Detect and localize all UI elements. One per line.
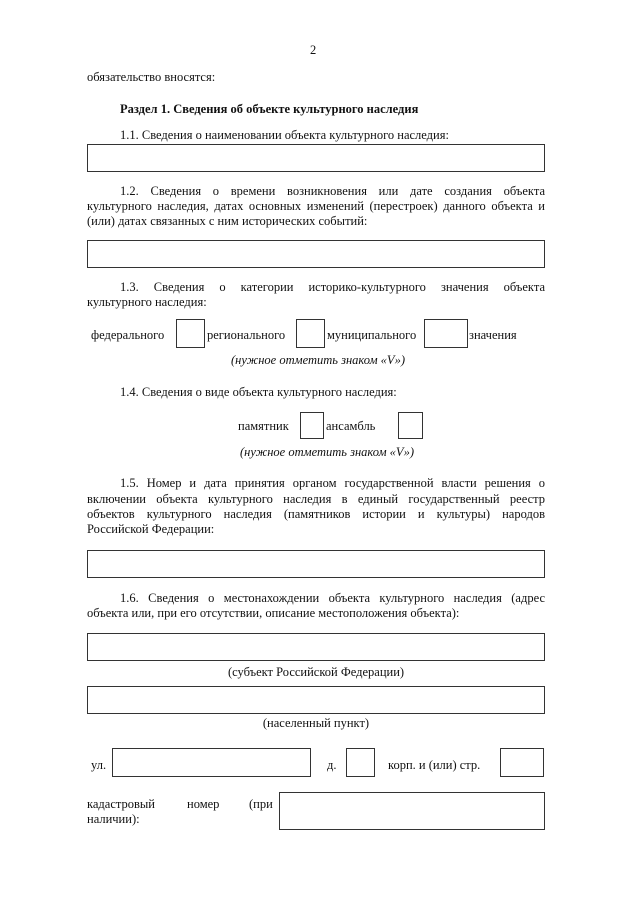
regional-label: регионального bbox=[207, 328, 286, 342]
street-label: ул. bbox=[91, 758, 107, 772]
section-heading: Раздел 1. Сведения об объекте культурного наследия bbox=[120, 102, 419, 116]
ensemble-label: ансамбль bbox=[326, 419, 376, 433]
s1-5-line1: 1.5. Номер и дата принятия органом государственной власти решения о bbox=[120, 476, 545, 490]
s1-5-line4: Российской Федерации: bbox=[87, 522, 215, 536]
locality-field[interactable] bbox=[87, 686, 545, 714]
building-field[interactable] bbox=[500, 748, 544, 777]
s1-3-line2: культурного наследия: bbox=[87, 295, 207, 309]
ensemble-checkbox[interactable] bbox=[398, 412, 423, 439]
monument-checkbox[interactable] bbox=[300, 412, 324, 439]
cadastral-word1: кадастровый bbox=[87, 797, 155, 811]
page-number: 2 bbox=[310, 43, 317, 57]
regional-checkbox[interactable] bbox=[296, 319, 325, 348]
s1-1-label: 1.1. Сведения о наименовании объекта культурного наследия: bbox=[120, 128, 449, 142]
significance-label: значения bbox=[469, 328, 517, 342]
s1-6-line2: объекта или, при его отсутствии, описание местоположения объекта): bbox=[87, 606, 460, 620]
s1-5-line3: объектов культурного наследия (памятников истории и культуры) народов bbox=[87, 507, 545, 521]
cadastral-word3: (при bbox=[249, 797, 273, 811]
s1-4-note: (нужное отметить знаком «V») bbox=[240, 445, 414, 459]
s1-6-line1: 1.6. Сведения о местонахождении объекта культурного наследия (адрес bbox=[120, 591, 545, 605]
s1-4-line1: 1.4. Сведения о виде объекта культурного наследия: bbox=[120, 385, 397, 399]
s1-3-line1: 1.3. Сведения о категории историко-культурного значения объекта bbox=[120, 280, 545, 294]
s1-2-line2: культурного наследия, датах основных изменений (перестроек) данного объекта и bbox=[87, 199, 545, 213]
subject-rf-field[interactable] bbox=[87, 633, 545, 661]
s1-2-line1: 1.2. Сведения о времени возникновения или дате создания объекта bbox=[120, 184, 545, 198]
building-label: корп. и (или) стр. bbox=[388, 758, 481, 772]
federal-label: федерального bbox=[91, 328, 165, 342]
s1-3-note: (нужное отметить знаком «V») bbox=[231, 353, 405, 367]
object-name-field[interactable] bbox=[87, 144, 545, 172]
municipal-label: муниципального bbox=[327, 328, 417, 342]
house-field[interactable] bbox=[346, 748, 375, 777]
s1-5-line2: включении объекта культурного наследия в единый государственный реестр bbox=[87, 492, 545, 506]
locality-caption: (населенный пункт) bbox=[262, 716, 370, 730]
municipal-checkbox[interactable] bbox=[424, 319, 468, 348]
cadastral-line2: наличии): bbox=[87, 812, 140, 826]
creation-date-field[interactable] bbox=[87, 240, 545, 268]
s1-2-line3: (или) датах связанных с ним исторических событий: bbox=[87, 214, 368, 228]
intro-line: обязательство вносятся: bbox=[87, 70, 216, 84]
federal-checkbox[interactable] bbox=[176, 319, 205, 348]
subject-rf-caption: (субъект Российской Федерации) bbox=[227, 665, 405, 679]
cadastral-number-field[interactable] bbox=[279, 792, 545, 830]
house-label: д. bbox=[327, 758, 337, 772]
monument-label: памятник bbox=[238, 419, 289, 433]
street-field[interactable] bbox=[112, 748, 311, 777]
cadastral-word2: номер bbox=[187, 797, 220, 811]
registry-decision-field[interactable] bbox=[87, 550, 545, 578]
